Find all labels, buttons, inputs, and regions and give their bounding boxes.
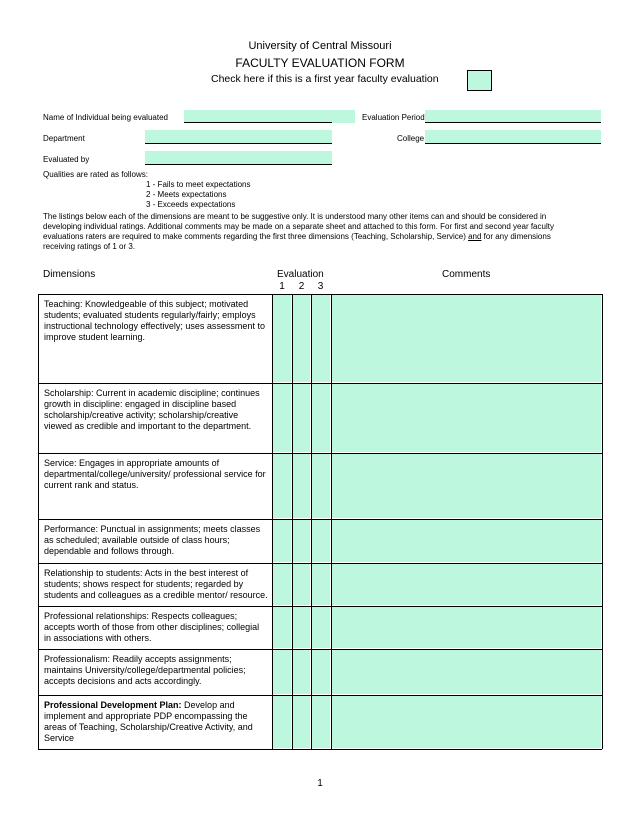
comments-cell[interactable] xyxy=(332,696,601,748)
college-field[interactable] xyxy=(425,130,601,143)
table-column-divider xyxy=(602,294,603,749)
dimension-text: Relationship to students: Acts in the best interest of students; shows respect for students; regarded by students and colleagues as a credible mentor/ resource. xyxy=(44,568,268,600)
score-2-cell[interactable] xyxy=(293,650,310,694)
table-column-divider xyxy=(331,294,332,749)
dimension-text: Develop and implement and appropriate PDP encompassing the areas of Teaching, Scholarship/Creative Activity, and Service xyxy=(44,700,253,743)
dimension-description xyxy=(38,383,272,453)
score-1-cell[interactable] xyxy=(273,564,291,605)
score-3-cell[interactable] xyxy=(312,454,330,518)
score-2-cell[interactable] xyxy=(293,520,310,562)
dimension-description xyxy=(38,695,272,749)
comments-cell[interactable] xyxy=(332,295,601,382)
score-1-cell[interactable] xyxy=(273,650,291,694)
score-3-cell[interactable] xyxy=(312,696,330,748)
score-1-cell[interactable] xyxy=(273,696,291,748)
score-3-header: 3 xyxy=(317,281,324,292)
score-1-cell[interactable] xyxy=(273,295,291,382)
comments-cell[interactable] xyxy=(332,384,601,452)
score-1-cell[interactable] xyxy=(273,607,291,648)
table-row-divider xyxy=(38,453,602,454)
instructions xyxy=(43,212,558,252)
first-year-prompt: Check here if this is a first year faculty evaluation xyxy=(211,73,439,85)
score-2-cell[interactable] xyxy=(293,696,310,748)
rating-2: 2 - Meets expectations xyxy=(146,190,227,199)
table-column-divider xyxy=(272,294,273,749)
form-title: FACULTY EVALUATION FORM xyxy=(235,56,405,70)
dimension-text: Professionalism: Readily accepts assignments; maintains University/college/departmental policies; accepts decisions and acts accordingly. xyxy=(44,654,246,686)
comments-cell[interactable] xyxy=(332,520,601,562)
score-1-cell[interactable] xyxy=(273,520,291,562)
evaluation-header: Evaluation xyxy=(277,269,324,280)
period-label: Evaluation Period xyxy=(362,113,425,122)
score-2-cell[interactable] xyxy=(293,454,310,518)
comments-header: Comments xyxy=(442,269,491,280)
dimension-title: Professional Development Plan: xyxy=(44,700,182,710)
score-2-header: 2 xyxy=(298,281,305,292)
dimension-text: Service: Engages in appropriate amounts of departmental/college/university/ professional service for current rank and status. xyxy=(44,458,266,490)
page-number: 1 xyxy=(317,778,323,789)
table-row-divider xyxy=(38,695,602,696)
score-2-cell[interactable] xyxy=(293,384,310,452)
rating-3: 3 - Exceeds expectations xyxy=(146,200,236,209)
dimension-text: Scholarship: Current in academic discipline; continues growth in discipline: engaged in discipline based scholarship/creative activity; scholarship/creative viewed as credible and important to the department. xyxy=(44,388,260,431)
score-3-cell[interactable] xyxy=(312,520,330,562)
score-3-cell[interactable] xyxy=(312,384,330,452)
dimension-text: Performance: Punctual in assignments; meets classes as scheduled; available outside of class hours; dependable and follows through. xyxy=(44,524,261,556)
score-1-cell[interactable] xyxy=(273,384,291,452)
dimension-description xyxy=(38,649,272,695)
instructions-and: and xyxy=(468,232,482,241)
dimension-text: Teaching: Knowledgeable of this subject; motivated students; evaluated students regularly/fairly; employs instructional technology effectively; uses assessment to improve student learning. xyxy=(44,299,265,342)
table-row-divider xyxy=(38,749,602,750)
score-3-cell[interactable] xyxy=(312,564,330,605)
university-name: University of Central Missouri xyxy=(248,40,392,52)
score-2-cell[interactable] xyxy=(293,607,310,648)
table-column-divider xyxy=(292,294,293,749)
comments-cell[interactable] xyxy=(332,607,601,648)
dimension-description xyxy=(38,563,272,606)
score-3-cell[interactable] xyxy=(312,295,330,382)
table-column-divider xyxy=(311,294,312,749)
department-field[interactable] xyxy=(145,130,332,143)
ratings-intro: Qualities are rated as follows: xyxy=(43,170,148,179)
evaluated-by-field[interactable] xyxy=(145,151,332,164)
table-row-divider xyxy=(38,563,602,564)
dimensions-header: Dimensions xyxy=(43,269,96,280)
table-row-divider xyxy=(38,294,602,295)
evaluated-by-label: Evaluated by xyxy=(43,155,90,164)
college-label: College xyxy=(397,134,425,143)
instructions-part2: for any dimensions receiving ratings of 1 or 3. xyxy=(43,232,551,251)
score-3-cell[interactable] xyxy=(312,650,330,694)
dimension-description xyxy=(38,606,272,649)
comments-cell[interactable] xyxy=(332,650,601,694)
comments-cell[interactable] xyxy=(332,564,601,605)
score-3-cell[interactable] xyxy=(312,607,330,648)
rating-1: 1 - Fails to meet expectations xyxy=(146,180,251,189)
first-year-checkbox[interactable] xyxy=(467,70,492,91)
score-2-cell[interactable] xyxy=(293,564,310,605)
comments-cell[interactable] xyxy=(332,454,601,518)
table-row-divider xyxy=(38,606,602,607)
table-row-divider xyxy=(38,519,602,520)
table-row-divider xyxy=(38,383,602,384)
department-label: Department xyxy=(43,134,85,143)
dimension-description xyxy=(38,453,272,519)
score-2-cell[interactable] xyxy=(293,295,310,382)
table-row-divider xyxy=(38,649,602,650)
dimension-description xyxy=(38,519,272,563)
dimension-description xyxy=(38,294,272,383)
name-label: Name of Individual being evaluated xyxy=(43,113,168,122)
score-1-header: 1 xyxy=(279,281,285,292)
dimension-text: Professional relationships: Respects colleagues; accepts worth of those from other disciplines; collegial in associations with others. xyxy=(44,611,260,643)
table-column-divider xyxy=(38,294,39,749)
instructions-part1: The listings below each of the dimensions are meant to be suggestive only. It is understood many other items can and should be considered in developing individual ratings. Additional comments may be made on a separate sheet and attached to this form. For first and second year faculty evaluations raters are required to make comments regarding the first three dimensions (Teaching, Scholarship, Service) xyxy=(43,212,554,241)
score-1-cell[interactable] xyxy=(273,454,291,518)
